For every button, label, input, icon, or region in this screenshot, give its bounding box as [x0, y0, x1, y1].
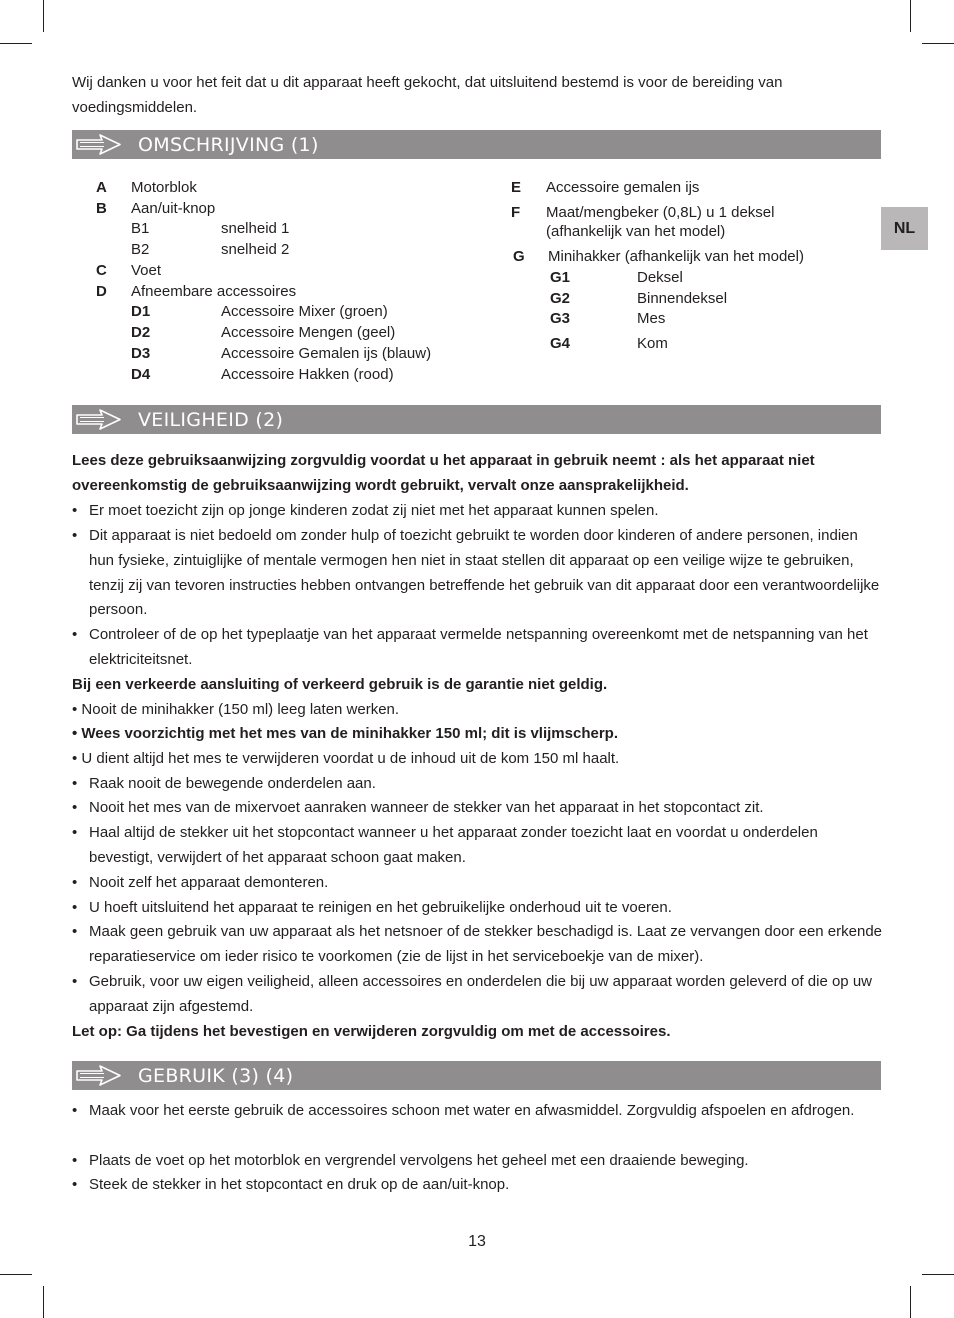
list-item-text: U hoeft uitsluitend het apparaat te reinigen en het gebruikelijke onderhoud uit te voeren.: [89, 899, 672, 916]
section-banner-veiligheid: [72, 405, 881, 434]
crop-mark: [910, 1286, 911, 1318]
bullet-mark: •: [72, 1176, 78, 1193]
desc-item-d: [96, 282, 107, 302]
bullet-mark: •: [72, 626, 78, 643]
arrow-icon: [74, 1061, 124, 1090]
desc-subtext: Accessoire Mengen (geel): [221, 324, 396, 341]
desc-text: Motorblok: [131, 179, 197, 196]
list-item: [72, 772, 884, 797]
desc-item-e: [511, 178, 521, 198]
desc-text: Minihakker (afhankelijk van het model): [548, 248, 804, 265]
page-number: 13: [468, 1233, 486, 1250]
desc-letter: A: [96, 179, 107, 196]
crop-mark: [910, 0, 911, 32]
crop-mark: [43, 0, 44, 32]
section-banner-gebruik: [72, 1061, 881, 1090]
list-item: [72, 970, 884, 1020]
desc-subcode: G3: [550, 310, 571, 327]
desc-text: Afneembare accessoires: [131, 283, 297, 300]
list-item: [72, 1099, 884, 1124]
desc-text: Maat/mengbeker (0,8L) u 1 deksel: [546, 204, 775, 221]
list-item: [72, 1149, 884, 1174]
bullet-mark: •: [72, 824, 78, 841]
language-tab: NL: [881, 207, 928, 250]
list-item: [72, 796, 884, 821]
desc-subtext: snelheid 1: [221, 220, 290, 237]
list-item-text: Er moet toezicht zijn op jonge kinderen zodat zij niet met het apparaat kunnen spelen.: [89, 502, 659, 519]
desc-subtext: Deksel: [637, 269, 683, 286]
safety-intro: Lees deze gebruiksaanwijzing zorgvuldig voordat u het apparaat in gebruik neemt : als het apparaat niet overeenkomstig de gebruiksaanwijzing wordt gebruikt, vervalt onze aansprakelijkheid.: [72, 452, 815, 494]
desc-subcode: G1: [550, 269, 571, 286]
list-item-text: Controleer of de op het typeplaatje van het apparaat vermelde netspanning overeenkomt met de netspanning van het elektriciteitsnet.: [89, 626, 868, 668]
bullet-mark: •: [72, 775, 78, 792]
desc-subtext: Kom: [637, 335, 668, 352]
desc-item-b: [96, 199, 107, 219]
bullet-mark: •: [72, 1152, 78, 1169]
desc-subcode: B1: [131, 220, 150, 237]
list-item-text: Raak nooit de bewegende onderdelen aan.: [89, 775, 376, 792]
bullet-mark: •: [72, 502, 78, 519]
desc-subcode: B2: [131, 241, 150, 258]
attention-note: Let op: Ga tijdens het bevestigen en verwijderen zorgvuldig om met de accessoires.: [72, 1023, 671, 1040]
list-item: • U dient altijd het mes te verwijderen voordat u de inhoud uit de kom 150 ml haalt.: [72, 750, 620, 767]
desc-letter: F: [511, 204, 521, 221]
arrow-icon: [74, 405, 124, 434]
bullet-mark: •: [72, 874, 78, 891]
bullet-mark: •: [72, 527, 78, 544]
bullet-mark: •: [72, 799, 78, 816]
desc-subtext: Accessoire Mixer (groen): [221, 303, 388, 320]
desc-subcode: D2: [131, 324, 151, 341]
list-item-text: Plaats de voet op het motorblok en vergrendel vervolgens het geheel met een draaiende beweging.: [89, 1152, 749, 1169]
desc-subcode: D3: [131, 345, 151, 362]
bullet-mark: •: [72, 973, 78, 990]
desc-subcode: G2: [550, 290, 571, 307]
crop-mark: [0, 43, 32, 44]
desc-text: Aan/uit-knop: [131, 200, 216, 217]
desc-subtext: snelheid 2: [221, 241, 290, 258]
section-title: OMSCHRIJVING (1): [138, 133, 319, 156]
desc-letter: D: [96, 283, 107, 300]
desc-letter: E: [511, 179, 522, 196]
list-item-text: Dit apparaat is niet bedoeld om zonder hulp of toezicht gebruikt te worden door kinderen of andere personen, indien hun fysieke, zintuiglijke of mentale vermogen hen niet in staat stellen dit apparaat op een veilige wijze te gebruiken, tenzij zij van tevoren instructies hebben ontvangen betreffende het gebruik van dit apparaat door een verantwoordelijke persoon.: [89, 527, 880, 619]
list-item: [72, 499, 884, 524]
desc-item-g: [513, 247, 525, 267]
list-item: • Nooit de minihakker (150 ml) leeg laten werken.: [72, 701, 400, 718]
list-item-text: Nooit zelf het apparaat demonteren.: [89, 874, 329, 891]
section-title: VEILIGHEID (2): [138, 408, 284, 431]
crop-mark: [0, 1274, 32, 1275]
list-item: [72, 920, 884, 970]
intro-text: Wij danken u voor het feit dat u dit apparaat heeft gekocht, dat uitsluitend bestemd is voor de bereiding van voedingsmiddelen.: [72, 74, 783, 116]
desc-letter: B: [96, 200, 107, 217]
list-item: [72, 821, 884, 871]
list-item-text: Maak voor het eerste gebruik de accessoires schoon met water en afwasmiddel. Zorgvuldig afspoelen en afdrogen.: [89, 1102, 855, 1119]
warranty-warning: Bij een verkeerde aansluiting of verkeerd gebruik is de garantie niet geldig.: [72, 676, 608, 693]
desc-subcode: D4: [131, 366, 151, 383]
bullet-mark: •: [72, 1102, 78, 1119]
desc-subtext: Accessoire Hakken (rood): [221, 366, 394, 383]
list-item: • Wees voorzichtig met het mes van de minihakker 150 ml; dit is vlijmscherp.: [72, 725, 618, 742]
desc-text: (afhankelijk van het model): [546, 223, 726, 240]
desc-item-c: [96, 261, 107, 281]
desc-subtext: Mes: [637, 310, 666, 327]
crop-mark: [43, 1286, 44, 1318]
crop-mark: [922, 43, 954, 44]
crop-mark: [922, 1274, 954, 1275]
list-item: [72, 623, 884, 673]
list-item: [72, 871, 884, 896]
desc-subtext: Accessoire Gemalen ijs (blauw): [221, 345, 432, 362]
list-item-text: Maak geen gebruik van uw apparaat als het netsnoer of de stekker beschadigd is. Laat ze vervangen door een erkende reparatieservice om ieder risico te voorkomen (zie de lijst in het serviceboekje van de mixer).: [89, 923, 883, 965]
list-item: [72, 1173, 884, 1198]
desc-item-f: [511, 203, 520, 223]
list-item-text: Gebruik, voor uw eigen veiligheid, alleen accessoires en onderdelen die bij uw apparaat worden geleverd of die op uw apparaat zijn afgestemd.: [89, 973, 872, 1015]
list-item: [72, 524, 884, 623]
list-item-text: Nooit het mes van de mixervoet aanraken wanneer de stekker van het apparaat in het stopcontact zit.: [89, 799, 764, 816]
desc-text: Accessoire gemalen ijs: [546, 179, 700, 196]
desc-item-a: [96, 178, 107, 198]
section-title: GEBRUIK (3) (4): [138, 1064, 294, 1087]
desc-letter: C: [96, 262, 107, 279]
bullet-mark: •: [72, 899, 78, 916]
arrow-icon: [74, 130, 124, 159]
desc-subcode: D1: [131, 303, 151, 320]
desc-subcode: G4: [550, 335, 571, 352]
list-item-text: Steek de stekker in het stopcontact en druk op de aan/uit-knop.: [89, 1176, 510, 1193]
desc-letter: G: [513, 248, 525, 265]
list-item: [72, 896, 884, 921]
desc-subtext: Binnendeksel: [637, 290, 728, 307]
desc-text: Voet: [131, 262, 162, 279]
bullet-mark: •: [72, 923, 78, 940]
section-banner-omschrijving: [72, 130, 881, 159]
list-item-text: Haal altijd de stekker uit het stopcontact wanneer u het apparaat zonder toezicht laat en voordat u onderdelen bevestigt, verwijdert of het apparaat schoon gaat maken.: [89, 824, 818, 866]
